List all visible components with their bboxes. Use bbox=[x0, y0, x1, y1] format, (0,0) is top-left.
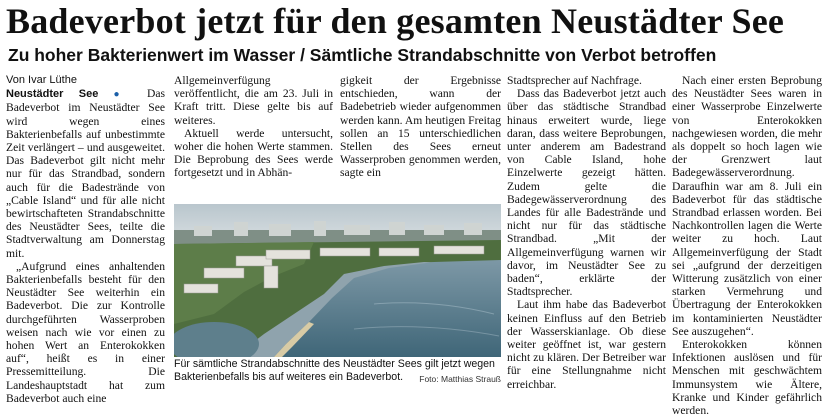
paragraph: Allgemeinverfügung veröffentlicht, die am 23. Juli in Kraft tritt. Diese gelte bis auf weiteres. bbox=[174, 74, 333, 127]
subheadline: Zu hoher Bakterienwert im Wasser / Sämtliche Strandabschnitte von Verbot betroffen bbox=[8, 45, 717, 65]
caption-text: Bakterienbefalls bis auf weiteres ein Badeverbot. bbox=[174, 371, 404, 383]
article-column-5 bbox=[672, 74, 822, 417]
photo-illustration bbox=[174, 204, 501, 357]
paragraph: Nach einer ersten Beprobung des Neustädter Sees waren in einer Wasserprobe Einzelwerte von Enterokokken nachgewiesen worden, die mehr als doppelt so hoch lagen wie der Grenzwert laut Badegewässerverordnung. Daraufhin war am 8. Juli ein Badeverbot für das städtische Strandbad erlassen worden. Bei Nachkontrollen lagen die Werte weiter zu hoch. Laut Allgemeinverfügung der Stadt sei „aufgrund der derzeitigen Witterung zusätzlich von einer starken Vermehrung und Übertragung der Enterokokken im kontaminierten Neustädter See auszugehen“. bbox=[672, 74, 822, 338]
paragraph: Laut ihm habe das Badeverbot keinen Einfluss auf den Betrieb der Wasserskianlage. Ob diese weiter geöffnet ist, war gestern nicht zu klären. Der Betreiber war für eine Stellungnahme nicht erreichbar. bbox=[507, 298, 666, 391]
photo-credit: Foto: Matthias Strauß bbox=[419, 374, 501, 384]
paragraph: Aktuell werde untersucht, woher die hohen Werte stammen. Die Beprobung des Sees werde fortgesetzt und in Abhän- bbox=[174, 126, 333, 180]
paragraph: Stadtsprecher auf Nachfrage. bbox=[507, 74, 642, 87]
dateline-kicker: Neustädter See bbox=[6, 88, 99, 101]
paragraph: gigkeit der Ergebnisse entschieden, wann der Badebetrieb wieder aufgenommen werden kann. Am heutigen Freitag sollen an 15 unterschiedlichen Stellen des Sees erneut Wasserproben genommen werden, sagte ein bbox=[340, 74, 501, 180]
author-line: Von Ivar Lüthe bbox=[6, 74, 77, 86]
paragraph: Enterokokken können Infektionen auslösen und für Menschen mit geschwächtem Immunsystem wie Ältere, Kranke und Kinder gefährlich werden. bbox=[672, 338, 822, 417]
lake-aerial-photo bbox=[174, 204, 501, 357]
photo-caption bbox=[174, 358, 501, 386]
article-column-3 bbox=[340, 74, 501, 204]
headline: Badeverbot jetzt für den gesamten Neustädter See bbox=[6, 1, 785, 41]
caption-line: Für sämtliche Strandabschnitte des Neustädter Sees gilt jetzt wegen bbox=[174, 358, 495, 370]
bullet-icon: ● bbox=[113, 89, 132, 101]
article-column-2 bbox=[174, 74, 333, 204]
article-column-4 bbox=[507, 74, 666, 391]
paragraph: „Aufgrund eines anhaltenden Bakterienbefalls besteht für den Neustädter See weiterhin ein Badeverbot. Die zur Kontrolle durchgeführten Wasserproben weisen nach wie vor einen zu hohen Wert an Enterokokken auf“, heißt es in einer Pressemitteilung. Die Landeshauptstadt hat zum Badeverbot auch eine bbox=[6, 259, 165, 405]
caption-line bbox=[174, 371, 501, 384]
lead-text: Das Badeverbot im Neustädter See wird wegen eines Bakterienbefalls auf unbestimmte Zeit verlängert – und ausgeweitet. Das Badeverbot gilt nicht mehr nur für das Strandbad, sondern auch für die Badestrände von „Cable Island“ und für alle nicht bewirtschafteten Strandabschnitte des Neustädter Sees, teilte die Stadtverwaltung am Donnerstag mit. bbox=[6, 87, 165, 260]
paragraph: Dass das Badeverbot jetzt auch über das städtische Strandbad hinaus erweitert wurde, liege daran, dass weitere Beprobungen, unter anderem am Badestrand von Cable Island, hohe Einzelwerte gezeigt hätten. Zudem gelte die Badegewässerverordnung des Landes für alle Badestrände und nicht nur für das städtische Strandbad. „Mit der Allgemeinverfügung warnen wir davor, im Neustädter See zu baden“, erklärte der Stadtsprecher. bbox=[507, 87, 666, 299]
lead-paragraph bbox=[6, 87, 165, 260]
article-column-1 bbox=[6, 74, 165, 405]
